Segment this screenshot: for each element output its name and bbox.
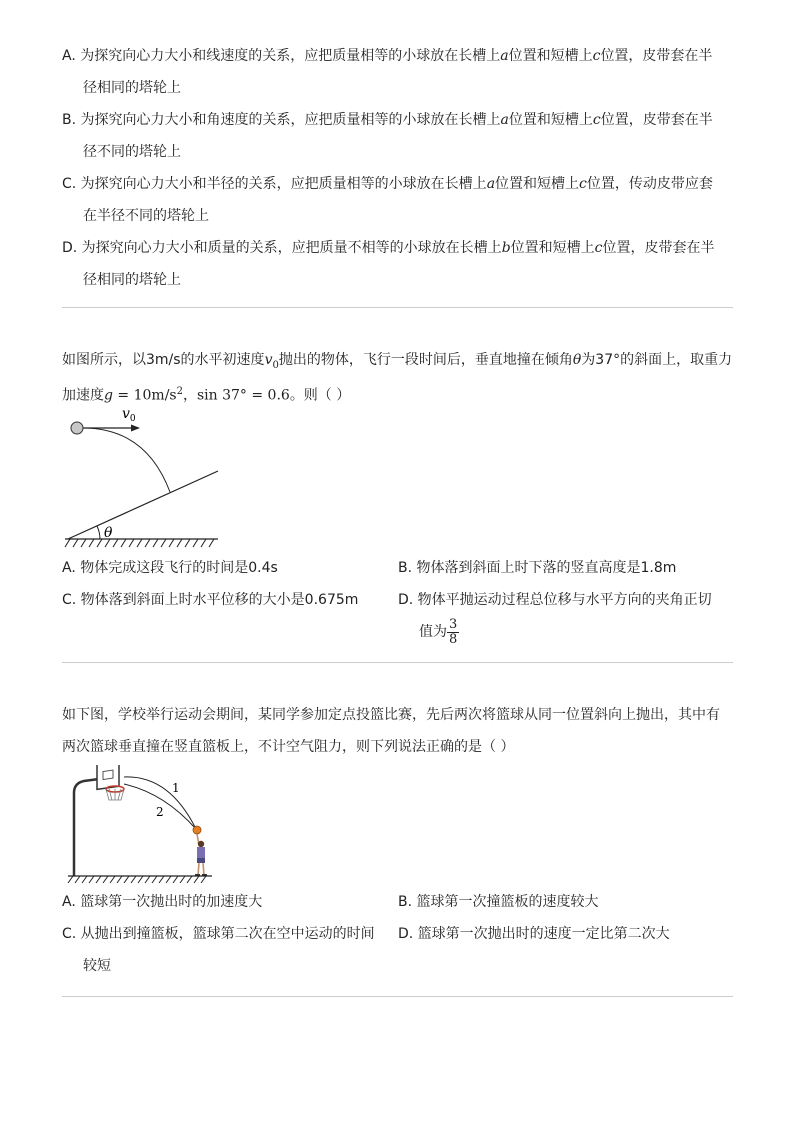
ground-hatching bbox=[68, 876, 206, 883]
q3-option-d: D. 篮球第一次抛出时的速度一定比第二次大 bbox=[398, 926, 670, 942]
q1-option-a-cont: 径相同的塔轮上 bbox=[83, 80, 181, 96]
projectile-incline-figure bbox=[60, 402, 225, 552]
q1-option-d-cont: 径相同的塔轮上 bbox=[83, 272, 181, 288]
trajectory-2-label: 2 bbox=[156, 805, 164, 819]
q2-option-d: D. 物体平抛运动过程总位移与水平方向的夹角正切 bbox=[398, 592, 712, 608]
q1-option-c-cont: 在半径不同的塔轮上 bbox=[83, 208, 209, 224]
q1-option-b-cont: 径不同的塔轮上 bbox=[83, 144, 181, 160]
q3-option-c-cont: 较短 bbox=[83, 958, 111, 974]
fraction-3-8: $\frac{3}{8}$ bbox=[449, 616, 458, 647]
q1-option-b: B. 为探究向心力大小和角速度的关系，应把质量相等的小球放在长槽上a位置和短槽上c位置，皮带套在半 bbox=[62, 112, 713, 128]
q3-stem-line1: 如下图，学校举行运动会期间，某同学参加定点投篮比赛，先后两次将篮球从同一位置斜向上抛出，其中有 bbox=[62, 707, 720, 723]
q3-option-b: B. 篮球第一次撞篮板的速度较大 bbox=[398, 894, 599, 910]
q3-stem-line2: 两次篮球垂直撞在竖直篮板上，不计空气阻力，则下列说法正确的是（ ） bbox=[62, 739, 515, 755]
q1-option-d: D. 为探究向心力大小和质量的关系，应把质量不相等的小球放在长槽上b位置和短槽上c位置，皮带套在半 bbox=[62, 240, 715, 256]
q1-option-a: A. 为探究向心力大小和线速度的关系，应把质量相等的小球放在长槽上a位置和短槽上c位置，皮带套在半 bbox=[62, 48, 713, 64]
angle-arc bbox=[97, 526, 100, 539]
v0-label: $v_0$ bbox=[122, 406, 136, 424]
q2-option-d-cont: 值为 $\frac{3}{8}$ bbox=[419, 616, 458, 647]
ground-hatching bbox=[65, 539, 214, 547]
q3-option-a: A. 篮球第一次抛出时的加速度大 bbox=[62, 894, 263, 910]
ball bbox=[71, 422, 83, 434]
arrow-head-icon bbox=[131, 425, 140, 432]
divider bbox=[62, 996, 733, 997]
q3-option-c: C. 从抛出到撞篮板，篮球第二次在空中运动的时间 bbox=[62, 926, 375, 942]
trajectory-curve bbox=[83, 428, 170, 492]
theta-label: θ bbox=[104, 525, 113, 541]
trajectory-1 bbox=[124, 777, 196, 829]
divider bbox=[62, 662, 733, 663]
q1-option-c: C. 为探究向心力大小和半径的关系，应把质量相等的小球放在长槽上a位置和短槽上c位置，传动皮带应套 bbox=[62, 176, 713, 192]
trajectory-1-label: 1 bbox=[172, 781, 180, 795]
hoop-support-frame bbox=[74, 779, 99, 876]
basketball bbox=[193, 826, 201, 834]
q2-option-c: C. 物体落到斜面上时水平位移的大小是0.675m bbox=[62, 592, 359, 608]
q2-stem-line2: 加速度$g = 10m/s^2$，sin 37° = 0.6。则（ ） bbox=[62, 386, 351, 404]
q2-option-a: A. 物体完成这段飞行的时间是0.4s bbox=[62, 560, 278, 576]
player-figure bbox=[195, 834, 207, 875]
basketball-figure bbox=[64, 765, 214, 887]
incline-surface bbox=[68, 471, 218, 539]
q2-option-b: B. 物体落到斜面上时下落的竖直高度是1.8m bbox=[398, 560, 677, 576]
divider bbox=[62, 307, 733, 308]
q2-stem-line1: 如图所示，以3m/s的水平初速度$v_0$抛出的物体，飞行一段时间后，垂直地撞在倾角θ为37°的斜面上，取重力 bbox=[62, 352, 733, 371]
